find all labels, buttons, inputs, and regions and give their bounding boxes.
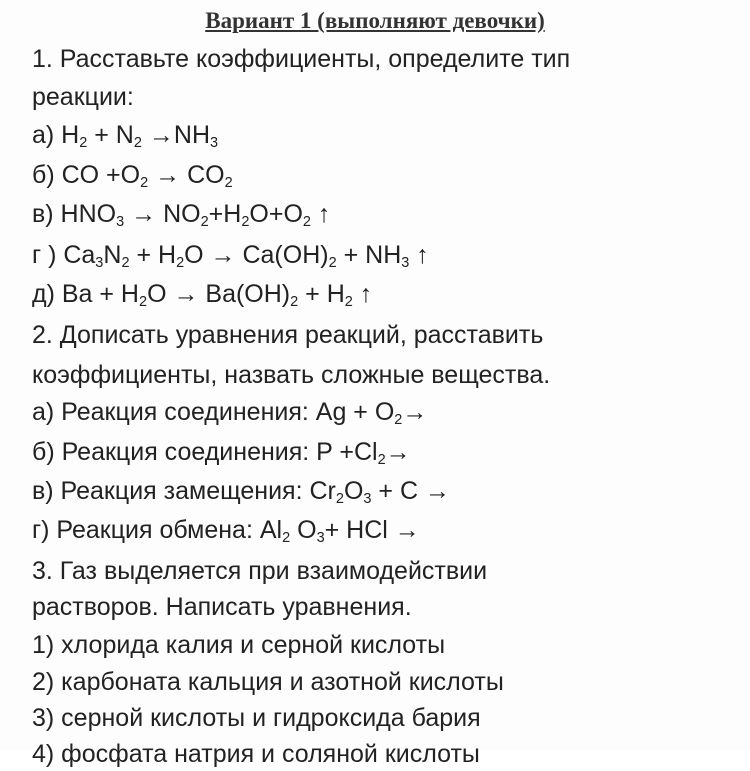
task-1-item-d: д) $Ba + H_2O \to Ba(OH)_2 + H_2$ ↑ <box>32 280 373 311</box>
task-2-item-v: в) Реакция замещения: $Cr_2O_3 + C$ → <box>32 477 450 508</box>
task-2-item-g: г) Реакция обмена: $Al_2$ $O_3+$ HCl → <box>32 516 420 547</box>
task-1-item-g: г ) $Ca_3N_2 + H_2O \to Ca(OH)_2 + NH_3$ ↑ <box>32 241 429 272</box>
task-2-item-b: б) Реакция соединения: $P +Cl_2\to$ <box>32 438 411 469</box>
task-2-item-a: а) Реакция соединения: $Ag + O_2\to$ <box>32 398 428 429</box>
task-3-item-3: 3) серной кислоты и гидроксида бария <box>32 704 481 732</box>
task-3-heading: 3. Газ выделяется при взаимодействии <box>32 557 488 585</box>
task-1-item-b: б) CO $+O_2 \to CO_2$ <box>32 161 233 192</box>
variant-title: Вариант 1 (выполняют девочки) <box>205 8 545 33</box>
task-3-item-1: 1) хлорида калия и серной кислоты <box>32 631 446 659</box>
task-3-item-2: 2) карбоната кальция и азотной кислоты <box>32 668 504 696</box>
task-1-heading: 1. Расставьте коэффициенты, определите тип <box>32 45 571 73</box>
task-2-heading-cont: коэффициенты, назвать сложные вещества. <box>32 361 551 389</box>
task-2-heading: 2. Дописать уравнения реакций, расставить <box>32 321 544 349</box>
task-3-heading-cont: растворов. Написать уравнения. <box>32 593 412 621</box>
task-1-heading-cont: реакции: <box>32 83 134 111</box>
task-1-item-v: в) $HNO_3 \to NO_2+H_2O+O_2$ ↑ <box>32 200 331 231</box>
task-3-item-4: 4) фосфата натрия и соляной кислоты <box>32 740 480 768</box>
task-1-item-a: а) $H_2 + N_2 \to NH_3$ <box>32 121 219 152</box>
